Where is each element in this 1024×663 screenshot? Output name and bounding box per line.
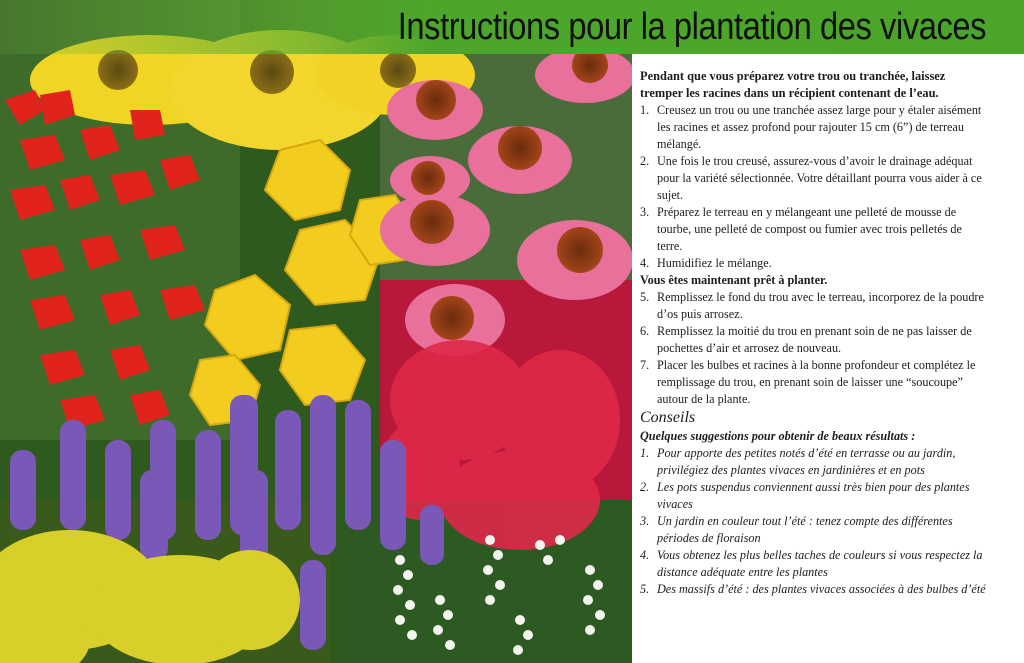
tip-text: Vous obtenez les plus belles taches de couleurs si vous respectez la distance adéquate entre les plantes	[657, 548, 983, 579]
step-number: 3.	[640, 205, 650, 219]
step-number: 5.	[640, 290, 650, 304]
step-text: Placer les bulbes et racines à la bonne profondeur et complétez le remplissage du trou, en prenant soin de laisser une “soucoupe” autour de la plante.	[657, 358, 976, 406]
list-item	[640, 255, 990, 272]
tip-number: 4.	[640, 548, 650, 562]
list-item	[640, 547, 990, 581]
tip-number: 5.	[640, 582, 650, 596]
list-item	[640, 153, 990, 204]
tips-heading: Conseils	[640, 409, 696, 426]
list-item	[640, 204, 990, 255]
ready-heading: Vous êtes maintenant prêt à planter.	[640, 273, 828, 287]
step-text: Creusez un trou ou une tranchée assez large pour y étaler aisément les racines et assez profond pour rajouter 15 cm (6”) de terreau mélangé.	[657, 103, 982, 151]
list-item	[640, 323, 990, 357]
list-item	[640, 479, 990, 513]
step-number: 7.	[640, 358, 650, 372]
list-item	[640, 289, 990, 323]
step-text: Remplissez la moitié du trou en prenant soin de ne pas laisser de pochettes d’air et arrosez de nouveau.	[657, 324, 972, 355]
step-text: Remplissez le fond du trou avec le terreau, incorporez de la poudre d’os puis arrosez.	[657, 290, 984, 321]
tip-text: Pour apporte des petites notés d’été en terrasse ou au jardin, privilégiez des plantes vivaces en jardinières et en pots	[657, 446, 956, 477]
title-bar	[0, 0, 1024, 54]
instructions-column	[640, 68, 990, 598]
tip-text: Un jardin en couleur tout l’été : tenez compte des différentes périodes de floraison	[657, 514, 953, 545]
tips-subheading: Quelques suggestions pour obtenir de beaux résultats :	[640, 429, 916, 443]
intro-text: Pendant que vous préparez votre trou ou tranchée, laissez tremper les racines dans un récipient contenant de l’eau.	[640, 69, 946, 100]
page-title: Instructions pour la plantation des vivaces	[397, 6, 986, 48]
steps-list-a	[640, 102, 990, 272]
tip-text: Les pots suspendus conviennent aussi très bien pour des plantes vivaces	[657, 480, 970, 511]
step-number: 1.	[640, 103, 650, 117]
step-text: Humidifiez le mélange.	[657, 256, 772, 270]
step-text: Une fois le trou creusé, assurez-vous d’avoir le drainage adéquat pour la variété sélectionnée. Votre détaillant pourra vous aider à ce sujet.	[657, 154, 982, 202]
step-number: 2.	[640, 154, 650, 168]
step-number: 6.	[640, 324, 650, 338]
list-item	[640, 445, 990, 479]
list-item	[640, 357, 990, 408]
steps-list-b	[640, 289, 990, 408]
list-item	[640, 102, 990, 153]
step-text: Préparez le terreau en y mélangeant une pelleté de mousse de tourbe, une pelleté de compost ou fumier avec trois pelletés de terre.	[657, 205, 962, 253]
tip-number: 2.	[640, 480, 650, 494]
step-number: 4.	[640, 256, 650, 270]
list-item	[640, 513, 990, 547]
tip-text: Des massifs d’été : des plantes vivaces associées à des bulbes d’été	[657, 582, 986, 596]
tips-list	[640, 445, 990, 598]
tip-number: 3.	[640, 514, 650, 528]
tip-number: 1.	[640, 446, 650, 460]
list-item	[640, 581, 990, 598]
